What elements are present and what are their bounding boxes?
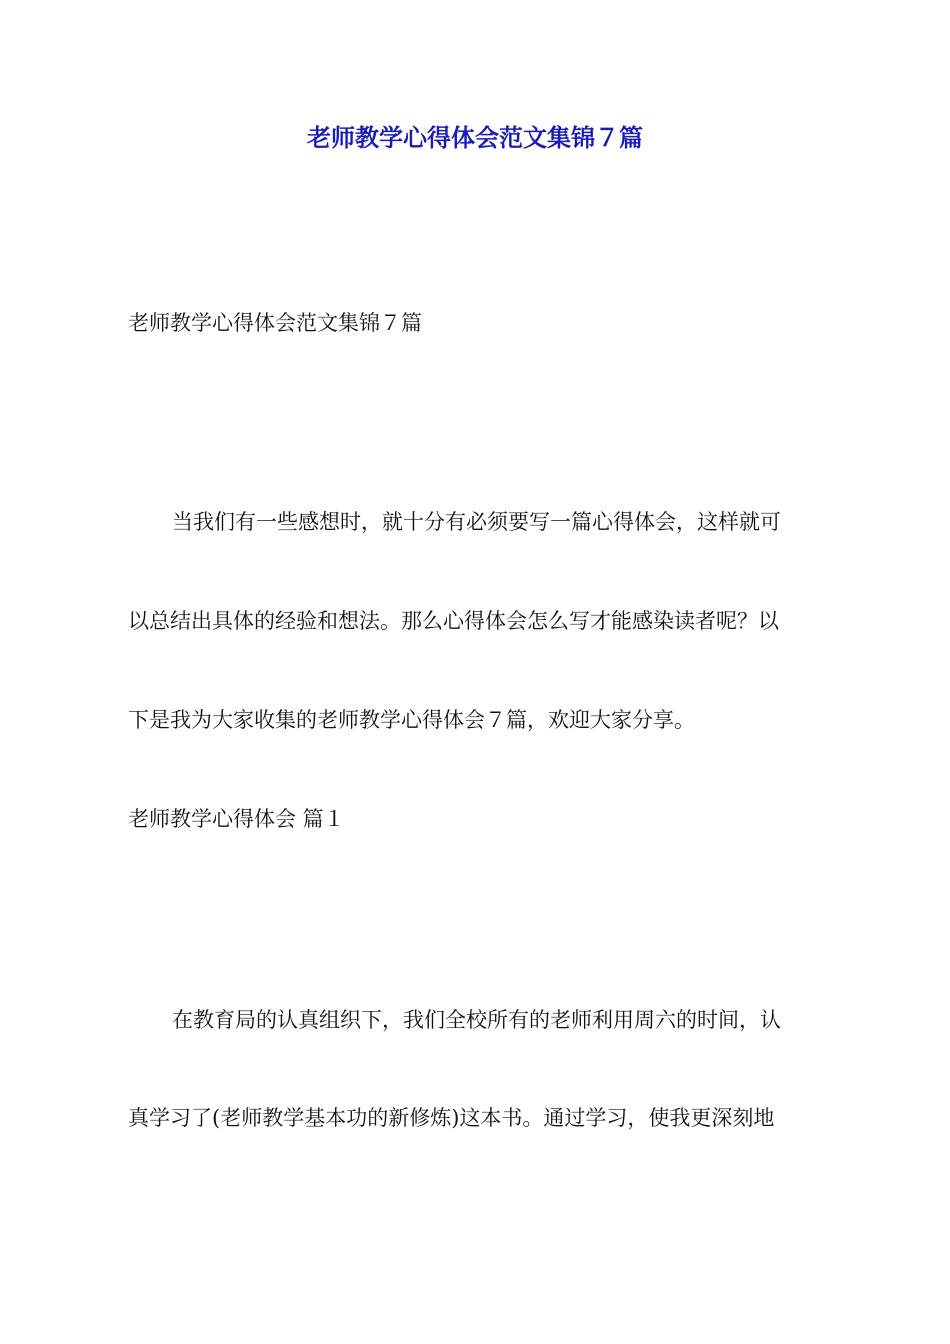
section-line-1: 在教育局的认真组织下，我们全校所有的老师利用周六的时间，认	[172, 1008, 781, 1032]
intro-line-2: 以总结出具体的经验和想法。那么心得体会怎么写才能感染读者呢？以	[128, 609, 779, 633]
section-line-2: 真学习了(老师教学基本功的新修炼)这本书。通过学习，使我更深刻地	[128, 1106, 775, 1130]
section-heading: 老师教学心得体会 篇１	[128, 807, 345, 831]
document-subtitle: 老师教学心得体会范文集锦７篇	[128, 311, 422, 335]
document-title: 老师教学心得体会范文集锦７篇	[307, 124, 643, 152]
intro-line-1: 当我们有一些感想时，就十分有必须要写一篇心得体会，这样就可	[172, 510, 781, 534]
intro-line-3: 下是我为大家收集的老师教学心得体会７篇，欢迎大家分享。	[128, 708, 695, 732]
